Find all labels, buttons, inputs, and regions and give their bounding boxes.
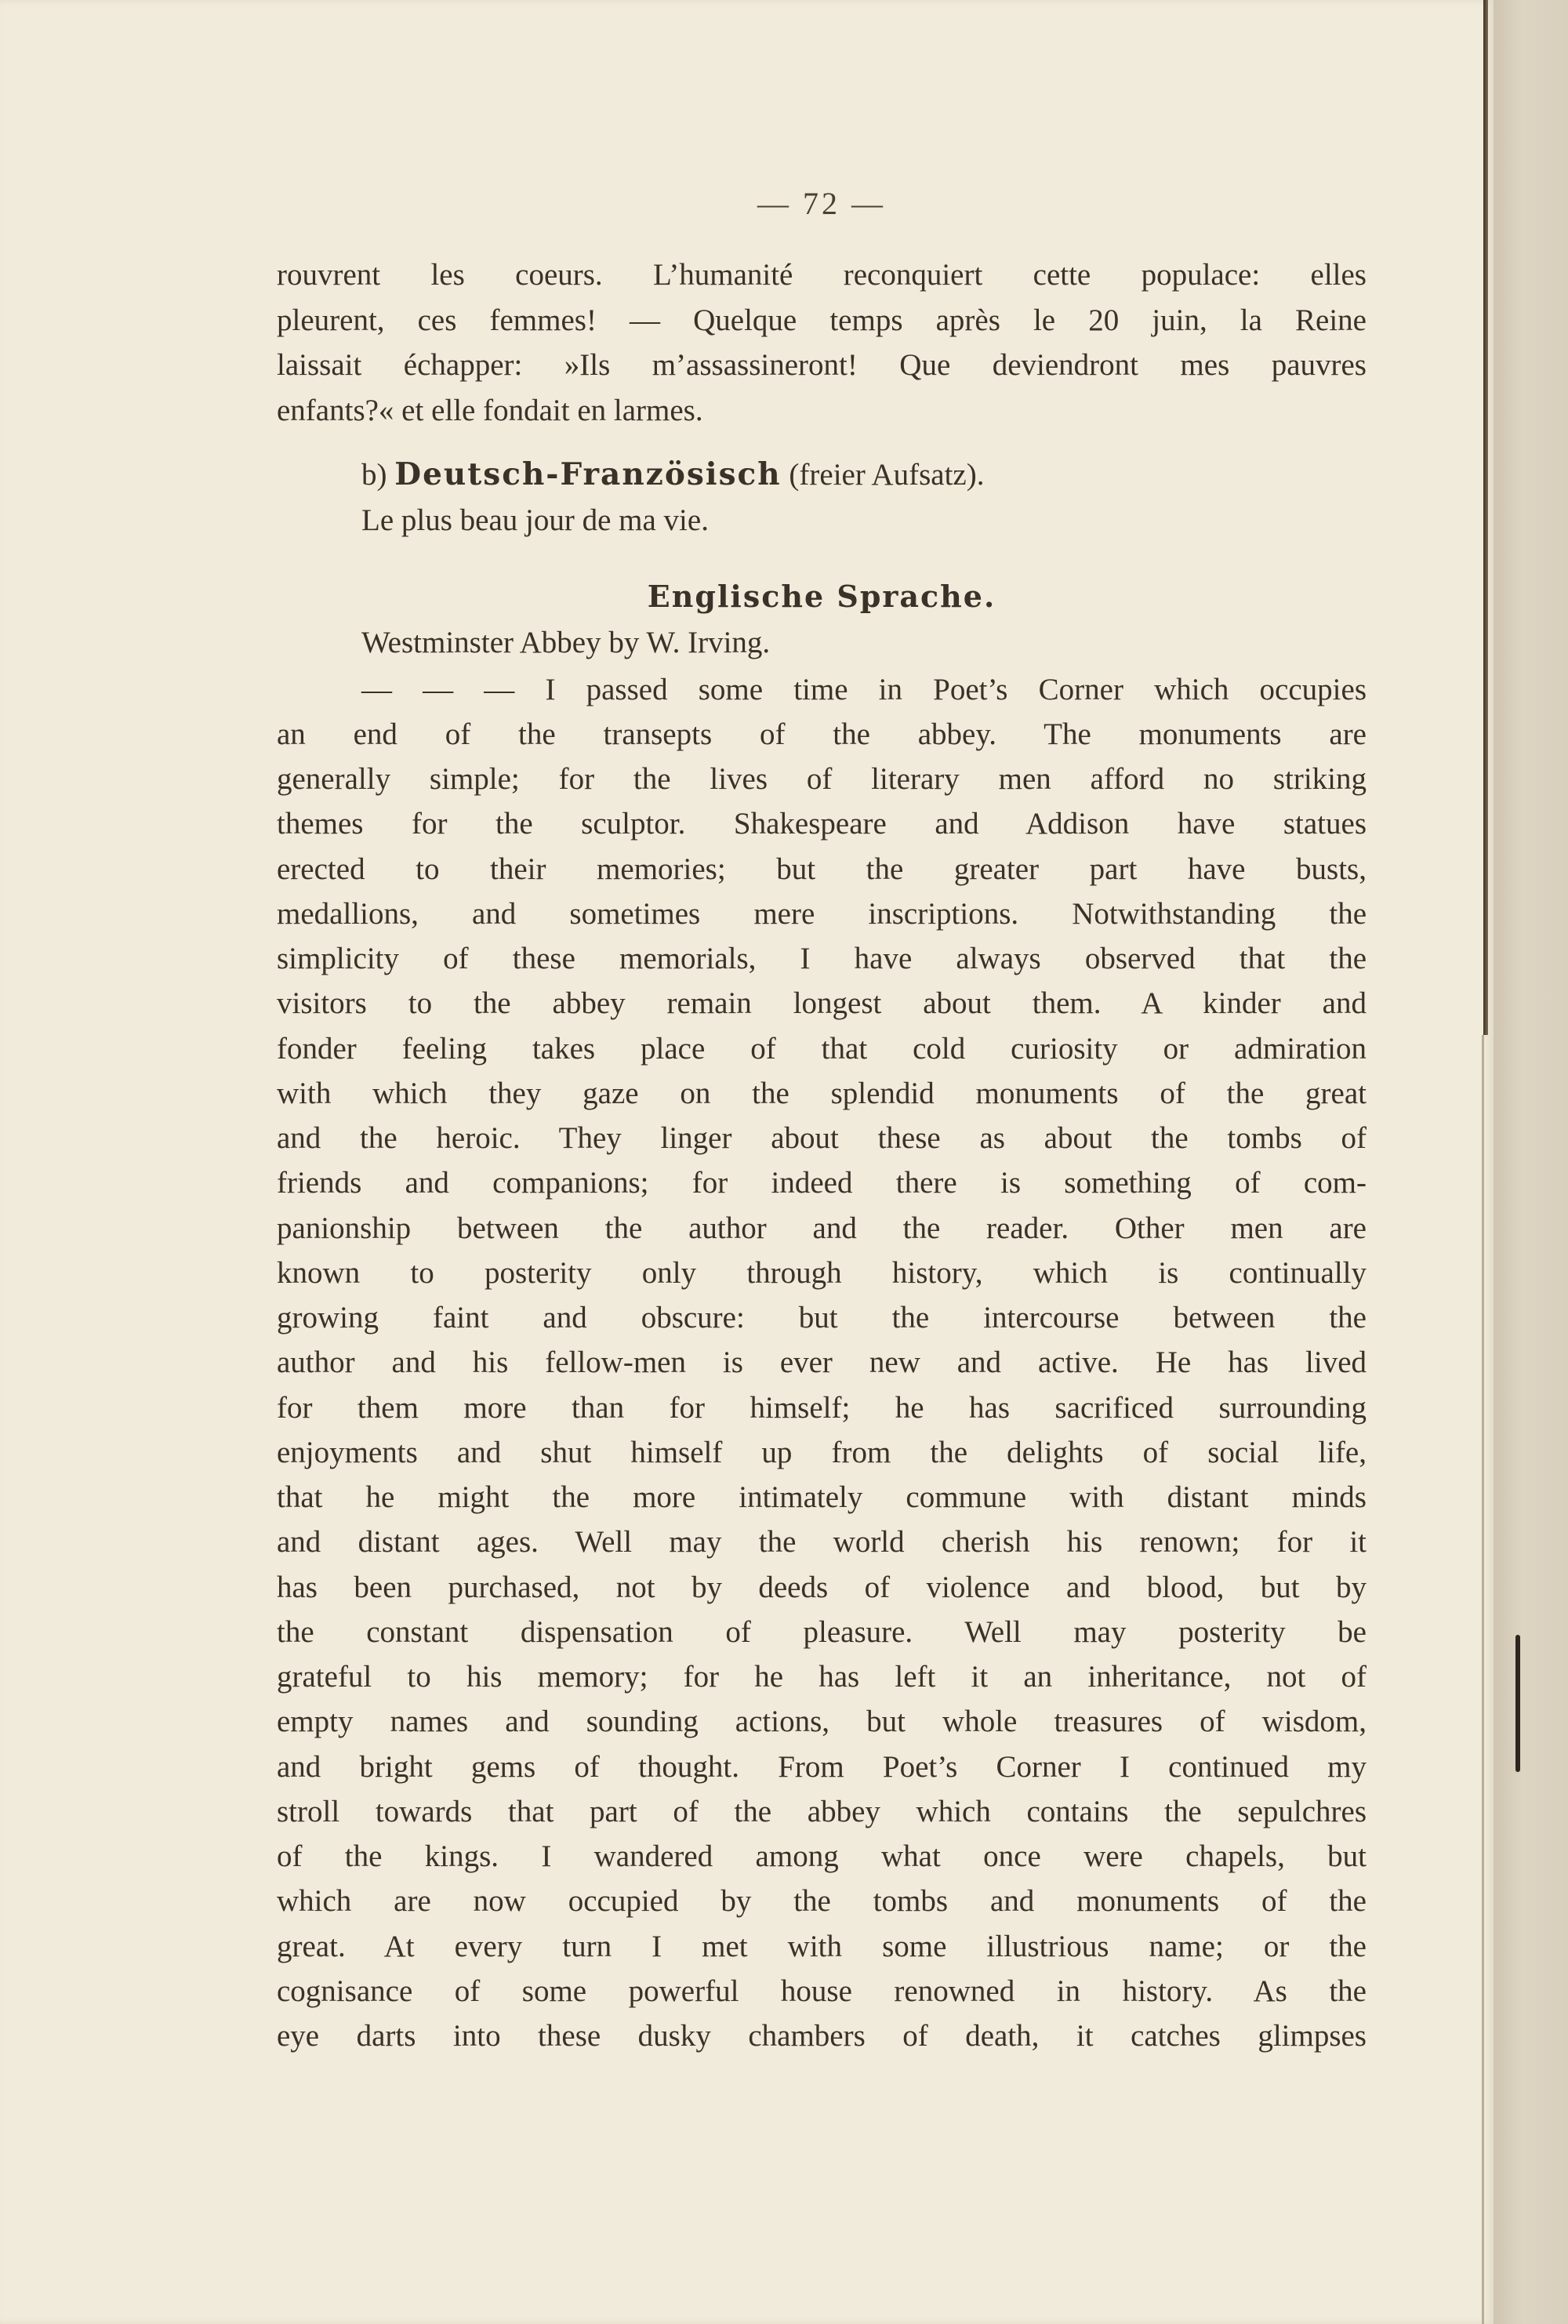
french-line: rouvrent les coeurs. L’humanité reconquiert cette populace: elles xyxy=(277,258,1367,292)
english-line: which are now occupied by the tombs and monuments of the xyxy=(277,1884,1367,1918)
english-line: growing faint and obscure: but the intercourse between the xyxy=(277,1301,1367,1334)
page-edge-shadow xyxy=(1483,0,1488,1035)
english-line: of the kings. I wandered among what once were chapels, but xyxy=(277,1839,1367,1873)
french-line: laissait échapper: »Ils m’assassineront! Que deviendront mes pauvres xyxy=(277,348,1367,382)
french-line: pleurent, ces femmes! — Quelque temps après le 20 juin, la Reine xyxy=(277,303,1367,337)
english-line: panionship between the author and the reader. Other men are xyxy=(277,1211,1367,1245)
section-b-subtitle: (freier Aufsatz). xyxy=(789,458,985,492)
english-line: — — — I passed some time in Poet’s Corner which occupies xyxy=(361,673,1367,706)
english-line: the constant dispensation of pleasure. Well may posterity be xyxy=(277,1615,1367,1649)
binding-thread-mark xyxy=(1515,1635,1520,1772)
english-line: an end of the transepts of the abbey. The monuments are xyxy=(277,717,1367,751)
english-line: author and his fellow-men is ever new and active. He has lived xyxy=(277,1345,1367,1379)
english-line: and distant ages. Well may the world cherish his renown; for it xyxy=(277,1525,1367,1559)
english-line: and the heroic. They linger about these as about the tombs of xyxy=(277,1121,1367,1155)
english-line: great. At every turn I met with some illustrious name; or the xyxy=(277,1930,1367,1963)
english-section-heading: Englische Sprache. xyxy=(647,579,996,614)
french-line: enfants?« et elle fondait en larmes. xyxy=(277,394,703,427)
page-edge-line xyxy=(1482,1035,1484,2324)
english-line: enjoyments and shut himself up from the delights of social life, xyxy=(277,1436,1367,1469)
english-line: cognisance of some powerful house renowned in history. As the xyxy=(277,1974,1367,2008)
english-line: grateful to his memory; for he has left it an inheritance, not of xyxy=(277,1660,1367,1694)
english-line: stroll towards that part of the abbey which contains the sepulchres xyxy=(277,1795,1367,1828)
english-line: empty names and sounding actions, but whole treasures of wisdom, xyxy=(277,1705,1367,1738)
facing-page-margin xyxy=(1494,0,1568,2324)
english-line: has been purchased, not by deeds of violence and blood, but by xyxy=(277,1571,1367,1604)
english-line: themes for the sculptor. Shakespeare and Addison have statues xyxy=(277,807,1367,841)
section-b-label: b) xyxy=(361,458,387,492)
english-line: simplicity of these memorials, I have always observed that the xyxy=(277,942,1367,975)
english-line: medallions, and sometimes mere inscriptions. Notwithstanding the xyxy=(277,897,1367,931)
section-b-title: Deutsch-Französisch xyxy=(394,456,782,492)
section-b-topic: Le plus beau jour de ma vie. xyxy=(361,503,709,537)
english-line: fonder feeling takes place of that cold curiosity or admiration xyxy=(277,1032,1367,1066)
english-line: that he might the more intimately commune with distant minds xyxy=(277,1480,1367,1514)
english-line: and bright gems of thought. From Poet’s Corner I continued my xyxy=(277,1750,1367,1784)
section-b-header xyxy=(361,457,984,492)
english-source: Westminster Abbey by W. Irving. xyxy=(361,626,771,659)
english-line: eye darts into these dusky chambers of death, it catches glimpses xyxy=(277,2019,1367,2053)
english-line: known to posterity only through history, which is continually xyxy=(277,1256,1367,1290)
english-line: for them more than for himself; he has sacrificed surrounding xyxy=(277,1391,1367,1425)
english-line: with which they gaze on the splendid monuments of the great xyxy=(277,1077,1367,1110)
english-line: generally simple; for the lives of literary men afford no striking xyxy=(277,762,1367,796)
english-line: visitors to the abbey remain longest about them. A kinder and xyxy=(277,986,1367,1020)
page-number: — 72 — xyxy=(757,186,886,221)
english-line: friends and companions; for indeed there is something of com- xyxy=(277,1166,1367,1200)
english-line: erected to their memories; but the greater part have busts, xyxy=(277,852,1367,886)
